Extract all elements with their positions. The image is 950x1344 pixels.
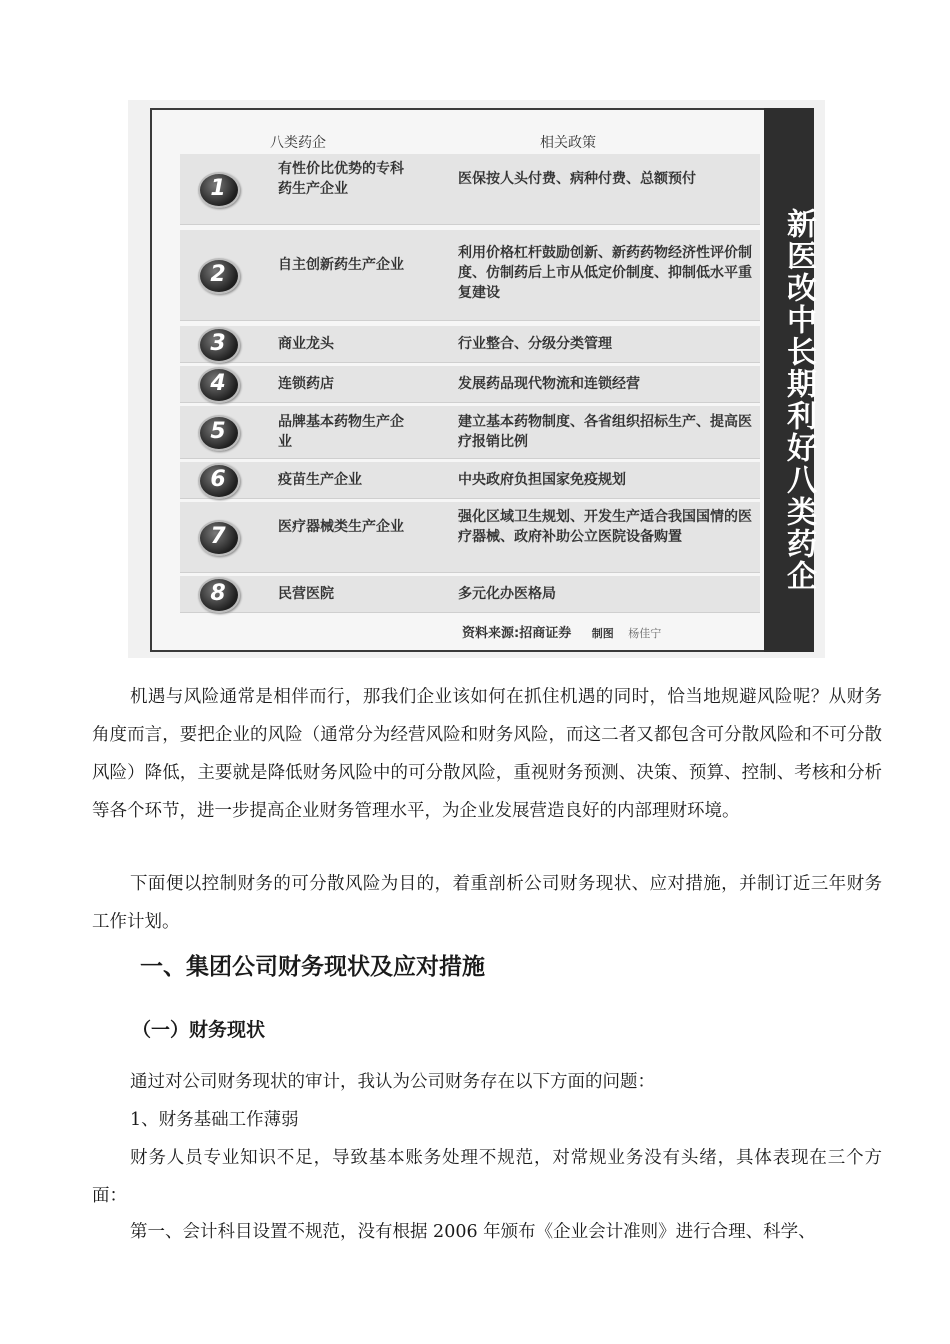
paragraph: 机遇与风险通常是相伴而行，那我们企业该如何在抓住机遇的同时，恰当地规避风险呢？从财务角度而言，要把企业的风险（通常分为经营风险和财务风险，而这二者又都包含可分散风险和不可分散风险）降低，主要就是降低财务风险中的可分散风险，重视财务预测、决策、预算、控制、考核和分析等各个环节，进一步提高企业财务管理水平，为企业发展营造良好的内部理财环境。 xyxy=(92,687,882,821)
row-policy: 中央政府负担国家免疫规划 xyxy=(458,472,626,488)
row-policy: 强化区域卫生规划、开发生产适合我国国情的医疗器械、政府补助公立医院设备购置 xyxy=(458,509,752,545)
credit-label: 制图 xyxy=(591,627,614,640)
section-heading: 一、集团公司财务现状及应对措施 xyxy=(140,954,485,980)
row-category: 有性价比优势的专科药生产企业 xyxy=(278,161,404,197)
table-row xyxy=(180,154,760,225)
policy-figure xyxy=(128,100,825,658)
row-policy: 建立基本药物制度、各省组织招标生产、提高医疗报销比例 xyxy=(458,414,752,450)
row-category: 自主创新药生产企业 xyxy=(278,257,404,273)
row-policy: 发展药品现代物流和连锁经营 xyxy=(458,376,640,392)
number-badge: 5 xyxy=(198,415,238,449)
header-policy: 相关政策 xyxy=(540,135,596,151)
table-row xyxy=(180,462,760,499)
figure-title: 新医改中长期利好八类药企 xyxy=(781,208,816,592)
number-badge: 8 xyxy=(198,577,238,611)
table-row xyxy=(180,502,760,573)
table-row xyxy=(180,230,760,321)
number-badge: 3 xyxy=(198,327,238,361)
subsection-heading: （一）财务现状 xyxy=(132,1019,266,1041)
table-row xyxy=(180,326,760,363)
number-badge: 2 xyxy=(198,258,238,292)
number-badge: 7 xyxy=(198,520,238,554)
row-policy: 利用价格杠杆鼓励创新、新药药物经济性评价制度、仿制药后上市从低定价制度、抑制低水平重复建设 xyxy=(458,245,752,301)
header-category: 八类药企 xyxy=(270,135,326,151)
figure-table xyxy=(150,108,768,652)
paragraph: 第一、会计科目设置不规范，没有根据 2006 年颁布《企业会计准则》进行合理、科学、 xyxy=(130,1222,816,1242)
row-policy: 医保按人头付费、病种付费、总额预付 xyxy=(458,171,696,187)
row-category: 疫苗生产企业 xyxy=(278,472,362,488)
table-row xyxy=(180,406,760,459)
list-item: 1、财务基础工作薄弱 xyxy=(130,1110,299,1130)
table-row xyxy=(180,366,760,403)
row-policy: 多元化办医格局 xyxy=(458,586,556,602)
row-policy: 行业整合、分级分类管理 xyxy=(458,336,612,352)
table-row xyxy=(180,576,760,613)
number-badge: 4 xyxy=(198,367,238,401)
row-category: 连锁药店 xyxy=(278,376,334,392)
credit-name: 杨佳宁 xyxy=(628,627,662,640)
row-category: 品牌基本药物生产企业 xyxy=(278,414,404,450)
paragraph: 财务人员专业知识不足，导致基本账务处理不规范，对常规业务没有头绪，具体表现在三个方面： xyxy=(92,1148,882,1206)
row-category: 医疗器械类生产企业 xyxy=(278,519,404,535)
paragraph: 下面便以控制财务的可分散风险为目的，着重剖析公司财务现状、应对措施，并制订近三年财务工作计划。 xyxy=(92,874,882,932)
row-category: 商业龙头 xyxy=(278,336,334,352)
row-category: 民营医院 xyxy=(278,586,334,602)
number-badge: 6 xyxy=(198,463,238,497)
number-badge: 1 xyxy=(198,172,238,206)
paragraph: 通过对公司财务现状的审计，我认为公司财务存在以下方面的问题： xyxy=(130,1072,655,1092)
source-text: 资料来源:招商证券 xyxy=(462,626,572,641)
figure-source xyxy=(462,622,661,641)
figure-side-banner xyxy=(764,108,814,652)
